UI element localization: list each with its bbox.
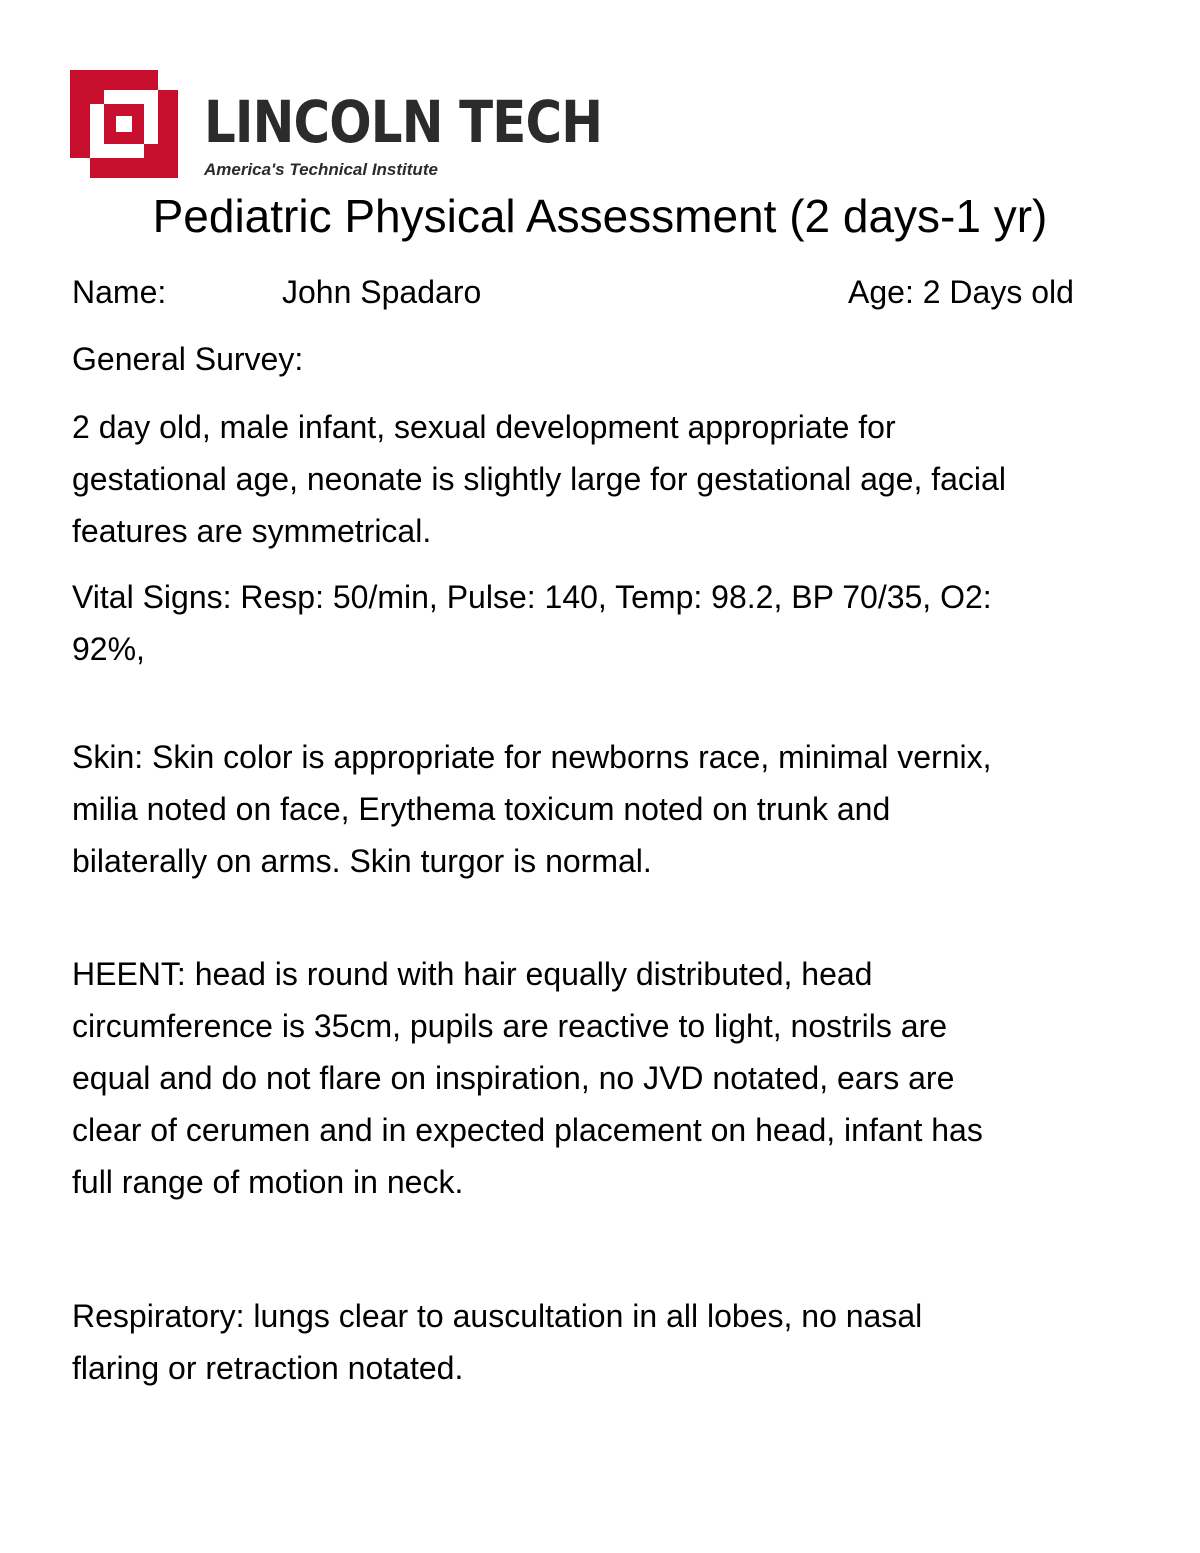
general-survey-label: General Survey:: [72, 341, 304, 377]
name-label: Name:: [72, 274, 167, 310]
paragraph-line: HEENT: head is round with hair equally distributed, head: [72, 956, 873, 992]
document-title: Pediatric Physical Assessment (2 days-1 yr): [152, 190, 1048, 242]
heent-paragraph: [72, 948, 1132, 1208]
paragraph-line: circumference is 35cm, pupils are reactive to light, nostrils are: [72, 1008, 948, 1044]
paragraph-line: 2 day old, male infant, sexual development appropriate for: [72, 409, 896, 445]
paragraph-line: features are symmetrical.: [72, 513, 432, 549]
paragraph-line: 92%,: [72, 631, 145, 667]
patient-name: John Spadaro: [282, 274, 482, 310]
paragraph-line: bilaterally on arms. Skin turgor is normal.: [72, 843, 652, 879]
respiratory-paragraph: [72, 1290, 1132, 1394]
paragraph-line: flaring or retraction notated.: [72, 1350, 464, 1386]
paragraph-line: milia noted on face, Erythema toxicum noted on trunk and: [72, 791, 891, 827]
paragraph-line: equal and do not flare on inspiration, no JVD notated, ears are: [72, 1060, 955, 1096]
patient-age: Age: 2 Days old: [848, 274, 1074, 310]
vital-signs-paragraph: [72, 571, 1132, 675]
lincoln-tech-logo-mark-icon: [70, 70, 178, 178]
paragraph-line: gestational age, neonate is slightly large for gestational age, facial: [72, 461, 1006, 497]
paragraph-line: Skin: Skin color is appropriate for newborns race, minimal vernix,: [72, 739, 992, 775]
paragraph-line: Vital Signs: Resp: 50/min, Pulse: 140, Temp: 98.2, BP 70/35, O2:: [72, 579, 992, 615]
logo-tagline: America's Technical Institute: [204, 160, 438, 179]
logo-wordmark: LINCOLN TECH: [204, 88, 603, 156]
paragraph-line: full range of motion in neck.: [72, 1164, 464, 1200]
lincoln-tech-logo: [70, 70, 603, 182]
skin-paragraph: [72, 731, 1132, 887]
paragraph-line: clear of cerumen and in expected placement on head, infant has: [72, 1112, 983, 1148]
paragraph-line: Respiratory: lungs clear to auscultation in all lobes, no nasal: [72, 1298, 923, 1334]
general-survey-paragraph: [72, 401, 1132, 557]
